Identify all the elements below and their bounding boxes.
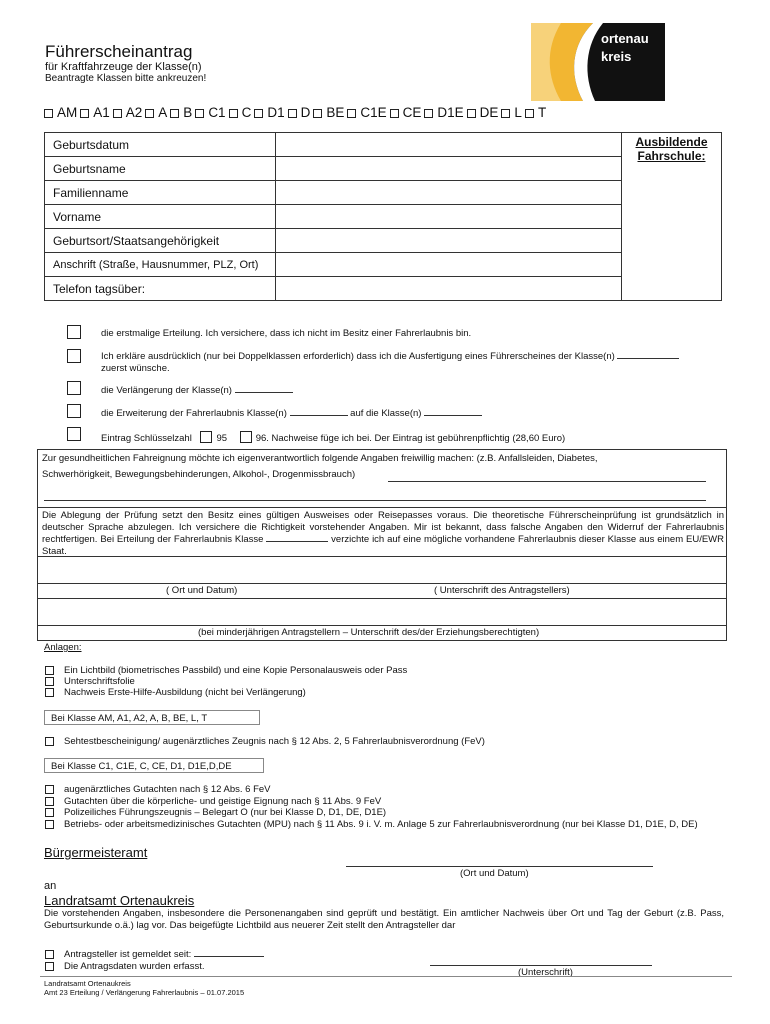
office-text-gemeldet: Antragsteller ist gemeldet seit: [64,949,264,960]
footer-line-1: Landratsamt Ortenaukreis [44,979,131,988]
attachment-text-unterschriftsfolie: Unterschriftsfolie [64,676,135,687]
signature-area-applicant[interactable] [37,556,727,584]
class-label: DE [479,105,499,120]
class-label: AM [57,105,78,120]
option-text-erstmalig: die erstmalige Erteilung. Ich versichere, dass ich nicht im Besitz einer Fahrerlaubnis bin. [101,328,472,339]
office-signature-line[interactable] [430,965,652,966]
class-option-a2[interactable] [113,105,143,120]
class-option-be[interactable] [313,105,344,120]
class-checkbox-row [44,105,549,120]
ortenaukreis-logo [531,23,665,101]
fahrschule-field[interactable] [622,133,722,301]
option-text-verlaengerung: die Verlängerung der Klasse(n) [101,385,293,396]
class-option-l[interactable] [501,105,522,120]
health-input-line-1 [388,481,706,482]
class-checkbox-l[interactable] [501,109,510,118]
landratsamt-heading: Landratsamt Ortenaukreis [44,893,195,908]
buergermeisteramt-heading: Bürgermeisteramt [44,845,148,860]
class-checkbox-a1[interactable] [80,109,89,118]
class-label: C1 [208,105,226,120]
field-anschrift[interactable] [275,253,621,277]
class-option-b[interactable] [170,105,192,120]
field-label-telefon: Telefon tagsüber: [45,277,276,301]
class-option-c1[interactable] [195,105,225,120]
field-label-geburtsname: Geburtsname [45,157,276,181]
option-text-doppelklassen-2: zuerst wünsche. [101,363,170,374]
fahrschule-label-line1: Ausbildende [635,135,708,149]
health-text-2: Schwerhörigkeit, Bewegungsbehinderungen, Alkohol-, Drogenmissbrauch) [42,469,356,480]
attachment-text-mpu: Betriebs- oder arbeitsmedizinisches Gutachten (MPU) nach § 11 Abs. 9 i. V. m. Anlage 5 zur Fahrerlaubnisverordnung (nur bei Klasse D1, D1E, D, DE) [64,819,698,830]
class-label: B [183,105,193,120]
form-subtitle: für Kraftfahrzeuge der Klasse(n) [45,61,202,73]
option-checkbox-schluesselzahl[interactable] [67,427,81,441]
option-checkbox-verlaengerung[interactable] [67,381,81,395]
signature-area-guardian[interactable] [37,598,727,626]
class-checkbox-de[interactable] [467,109,476,118]
form-instruction: Beantragte Klassen bitte ankreuzen! [45,73,207,84]
attachment-checkbox-unterschriftsfolie[interactable] [45,677,54,686]
checkbox-95[interactable] [200,431,212,443]
field-vorname[interactable] [275,205,621,229]
option-text-schluesselzahl: Eintrag Schlüsselzahl 95 96. Nachweise füge ich bei. Der Eintrag ist gebührenpflichtig (28,60 Euro) [101,433,566,444]
form-title: Führerscheinantrag [45,42,193,61]
health-text-1: Zur gesundheitlichen Fahreignung möchte ich eigenverantwortlich folgende Angaben freiwillig machen: (z.B. Anfallsleiden, Diabetes, [42,453,598,464]
class-checkbox-t[interactable] [525,109,534,118]
class-option-d1[interactable] [254,105,284,120]
attachment-text-fuehrungszeugnis: Polizeiliches Führungszeugnis – Belegart O (nur bei Klasse D, D1, DE, D1E) [64,807,387,818]
class-option-c[interactable] [229,105,252,120]
caption-place-date: ( Ort und Datum) [166,585,238,596]
class-label: CE [402,105,422,120]
class-option-ce[interactable] [390,105,422,120]
group2-label-box [44,758,264,773]
field-label-familienname: Familienname [45,181,276,205]
group1-label-box [44,710,260,725]
gemeldet-seit-input[interactable] [194,956,264,957]
attachment-checkbox-eignung[interactable] [45,797,54,806]
caption-guardian-signature: (bei minderjährigen Antragstellern – Unterschrift des/der Erziehungsberechtigten) [198,627,540,638]
erweiterung-to-input[interactable] [424,415,482,416]
class-checkbox-a2[interactable] [113,109,122,118]
class-label: C1E [360,105,387,120]
class-checkbox-be[interactable] [313,109,322,118]
declaration-box [37,507,727,557]
class-label: BE [326,105,345,120]
office-signature-caption: (Unterschrift) [518,967,573,978]
field-geburtsdatum[interactable] [275,133,621,157]
class-checkbox-am[interactable] [44,109,53,118]
class-checkbox-b[interactable] [170,109,179,118]
attachment-text-augenarzt: augenärztliches Gutachten nach § 12 Abs. 6 FeV [64,784,271,795]
office-checkbox-erfasst[interactable] [45,962,54,971]
class-checkbox-d1e[interactable] [424,109,433,118]
attachment-text-erstehilfe: Nachweis Erste-Hilfe-Ausbildung (nicht bei Verlängerung) [64,687,306,698]
signature-caption-row [37,583,727,599]
class-label: D [300,105,311,120]
class-label: D1 [267,105,285,120]
logo-text-line2: kreis [601,49,632,64]
option-checkbox-erstmalig[interactable] [67,325,81,339]
option-text-erweiterung: die Erweiterung der Fahrerlaubnis Klasse(n) auf die Klasse(n) [101,408,482,419]
class-label: A [158,105,168,120]
footer-divider [40,976,732,977]
field-label-anschrift: Anschrift (Straße, Hausnummer, PLZ, Ort) [45,253,276,277]
erweiterung-from-input[interactable] [290,415,348,416]
attachment-text-sehtest: Sehtestbescheinigung/ augenärztliches Zeugnis nach § 12 Abs. 2, 5 Fahrerlaubnisverordnung (FeV) [64,736,485,747]
doppelklassen-input[interactable] [617,358,679,359]
attachment-text-passbild: Ein Lichtbild (biometrisches Passbild) und eine Kopie Personalausweis oder Pass [64,665,408,676]
field-familienname[interactable] [275,181,621,205]
class-label: C [241,105,252,120]
class-label: T [537,105,547,120]
attachment-checkbox-fuehrungszeugnis[interactable] [45,808,54,817]
attachments-title: Anlagen: [44,642,82,653]
class-checkbox-a[interactable] [145,109,154,118]
class-option-c1e[interactable] [347,105,386,120]
field-telefon[interactable] [275,277,621,301]
class-option-am[interactable] [44,105,77,120]
class-checkbox-c[interactable] [229,109,238,118]
office-an: an [44,880,57,892]
field-label-vorname: Vorname [45,205,276,229]
class-label: A1 [93,105,110,120]
class-checkbox-d1[interactable] [254,109,263,118]
declaration-class-input[interactable] [266,541,328,542]
caption-applicant-signature: ( Unterschrift des Antragstellers) [434,585,570,596]
office-confirmation-text: Die vorstehenden Angaben, insbesondere die Personenangaben sind geprüft und bestätigt. Ein amtlicher Nachweis über Ort und Tag der Geburt (z.B. Pass, Geburtsurkunde o.ä.) lag vor. Das beigefügte Lichtbild aus neuerer Zeit stellt den Antragsteller dar [44,908,724,931]
option-text-doppelklassen: Ich erkläre ausdrücklich (nur bei Doppelklassen erforderlich) dass ich die Ausfertigung eines Führerscheines der Klasse(n) [101,351,679,362]
class-option-de[interactable] [467,105,499,120]
logo-text-line1: ortenau [601,31,649,46]
office-checkbox-gemeldet[interactable] [45,950,54,959]
footer-line-2: Amt 23 Erteilung / Verlängerung Fahrerlaubnis – 01.07.2015 [44,988,245,997]
class-option-d[interactable] [288,105,311,120]
group1-label: Bei Klasse AM, A1, A2, A, B, BE, L, T [51,713,208,724]
office-place-date-caption: (Ort und Datum) [460,868,529,879]
class-checkbox-c1[interactable] [195,109,204,118]
health-input-line-2 [44,500,706,501]
attachment-checkbox-sehtest[interactable] [45,737,54,746]
class-checkbox-c1e[interactable] [347,109,356,118]
class-label: D1E [437,105,464,120]
class-label: A2 [125,105,143,120]
class-option-d1e[interactable] [424,105,463,120]
group2-label: Bei Klasse C1, C1E, C, CE, D1, D1E,D,DE [51,761,232,772]
attachment-checkbox-erstehilfe[interactable] [45,688,54,697]
field-label-geburtsdatum: Geburtsdatum [45,133,276,157]
field-geburtsname[interactable] [275,157,621,181]
class-option-t[interactable] [525,105,546,120]
checkbox-96[interactable] [240,431,252,443]
field-label-geburtsort: Geburtsort/Staatsangehörigkeit [45,229,276,253]
personal-data-table [44,132,722,301]
attachment-text-eignung: Gutachten über die körperliche- und geistige Eignung nach § 11 Abs. 9 FeV [64,796,382,807]
office-place-date-line[interactable] [346,866,653,867]
attachment-checkbox-mpu[interactable] [45,820,54,829]
attachment-checkbox-passbild[interactable] [45,666,54,675]
class-checkbox-ce[interactable] [390,109,399,118]
health-info-box[interactable] [37,449,727,508]
option-checkbox-doppelklassen[interactable] [67,349,81,363]
verlaengerung-input[interactable] [235,392,293,393]
class-checkbox-d[interactable] [288,109,297,118]
office-text-erfasst: Die Antragsdaten wurden erfasst. [64,961,205,972]
guardian-caption-row [37,625,727,641]
attachment-checkbox-augenarzt[interactable] [45,785,54,794]
field-geburtsort[interactable] [275,229,621,253]
fahrschule-label-line2: Fahrschule: [637,149,706,163]
class-label: L [514,105,522,120]
class-option-a1[interactable] [80,105,110,120]
class-option-a[interactable] [145,105,167,120]
option-checkbox-erweiterung[interactable] [67,404,81,418]
declaration-text: Die Ablegung der Prüfung setzt den Besitz eines gültigen Ausweises oder Reisepasses voraus. Die theoretische Führerscheinprüfung ist grundsätzlich in deutscher Sprache abzulegen. Ich versichere die Richtigkeit vorstehender Angaben. Mir ist bekannt, dass falsche Angaben den Widerruf der Fahrerlaubnis rechtfertigen. Bei Erteilung der Fahrerlaubnis Klasse verzichte ich auf eine mögliche vorhandene Fahrerlaubnis dieser Klasse aus einem EU/EWR Staat. [42,510,725,557]
